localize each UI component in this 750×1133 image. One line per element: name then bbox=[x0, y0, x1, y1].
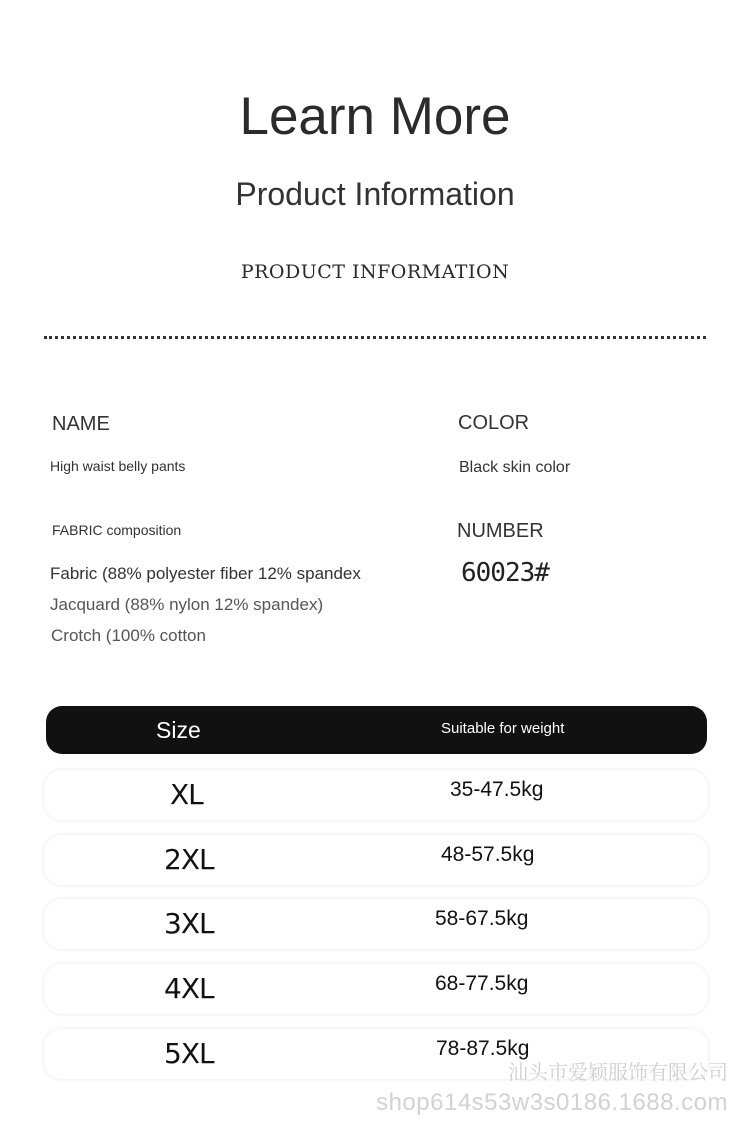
color-label: COLOR bbox=[458, 412, 530, 434]
watermark-company: 汕头市爱颖服饰有限公司 bbox=[508, 1062, 728, 1084]
name-value: High waist belly pants bbox=[50, 458, 186, 474]
fabric-line: Crotch (100% cotton bbox=[51, 626, 206, 645]
table-row bbox=[44, 770, 708, 820]
weight-cell: 58-67.5kg bbox=[435, 907, 529, 930]
size-table-header bbox=[46, 706, 707, 754]
size-cell: 3XL bbox=[164, 907, 214, 940]
name-label: NAME bbox=[52, 413, 110, 435]
size-cell: XL bbox=[170, 778, 203, 811]
watermark-url: shop614s53w3s0186.1688.com bbox=[376, 1089, 728, 1116]
weight-cell: 35-47.5kg bbox=[450, 778, 544, 801]
number-value: 60023# bbox=[461, 558, 549, 588]
dotted-divider bbox=[44, 336, 706, 339]
fabric-line: Jacquard (88% nylon 12% spandex) bbox=[50, 595, 324, 614]
table-row bbox=[44, 899, 708, 949]
number-label: NUMBER bbox=[457, 520, 544, 542]
weight-column-header: Suitable for weight bbox=[441, 720, 565, 737]
weight-cell: 48-57.5kg bbox=[441, 843, 535, 866]
table-row bbox=[44, 835, 708, 885]
fabric-label: FABRIC composition bbox=[52, 522, 182, 538]
size-cell: 2XL bbox=[164, 843, 214, 876]
color-value: Black skin color bbox=[459, 459, 571, 476]
page-title: Learn More bbox=[239, 87, 511, 146]
size-cell: 5XL bbox=[164, 1037, 214, 1070]
size-column-header: Size bbox=[156, 717, 201, 743]
table-row bbox=[44, 964, 708, 1014]
fabric-line: Fabric (88% polyester fiber 12% spandex bbox=[50, 564, 361, 583]
size-cell: 4XL bbox=[164, 972, 214, 1005]
page-subtitle: Product Information bbox=[235, 176, 515, 212]
weight-cell: 78-87.5kg bbox=[436, 1037, 530, 1060]
section-heading: PRODUCT INFORMATION bbox=[240, 261, 510, 283]
weight-cell: 68-77.5kg bbox=[435, 972, 529, 995]
